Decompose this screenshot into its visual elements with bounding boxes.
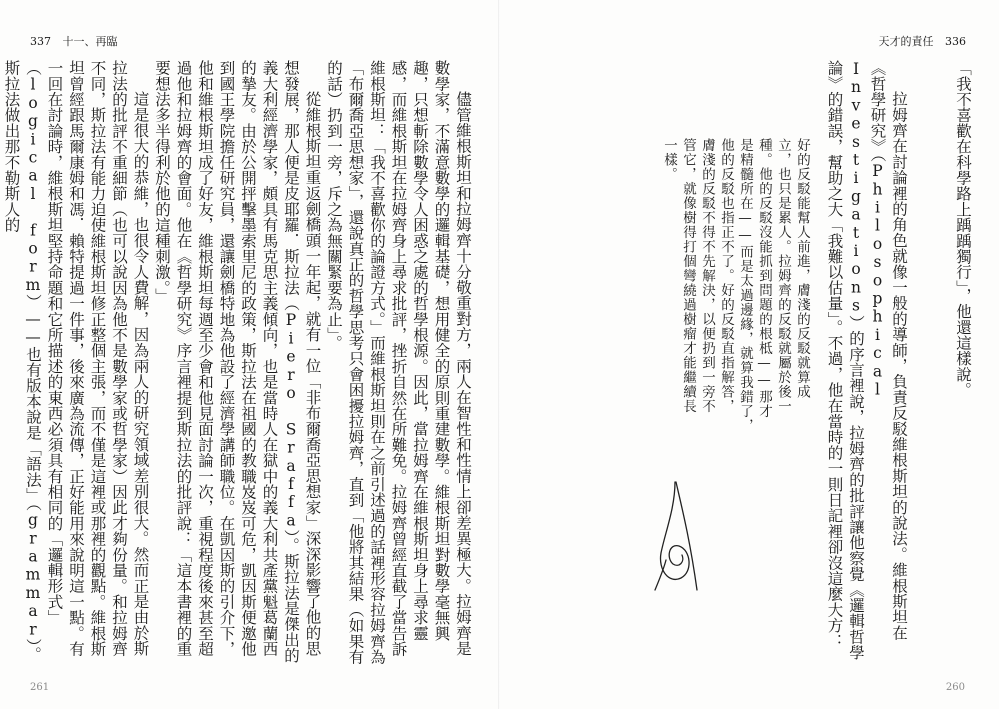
quote-line: 一樣。 — [661, 138, 677, 182]
left-body-text — [2, 60, 473, 665]
left-running-header — [30, 33, 118, 49]
left-folio: 261 — [30, 682, 50, 693]
left-page — [0, 0, 499, 709]
quote-line: 好的反駁能幫人前進，膚淺的反駁就算成 — [794, 138, 810, 399]
right-running-header — [879, 33, 967, 49]
opening-line — [909, 60, 973, 665]
right-folio: 260 — [945, 682, 965, 693]
right-page — [500, 0, 999, 709]
paragraph: 儘管維根斯坦和拉姆齊十分敬重對方，兩人在智性和性情上卻差異極大。拉姆齊是數學家，不滿意數學的邏輯基礎，想用健全的原則重建數學。維根斯坦對數學毫無興趣，只想斬除數學令人困惑之處的哲學根源。因此，當拉姆齊在維根斯坦身上尋求靈感，而維根斯坦在拉姆齊身上尋求批評，挫折自然在所難免。拉姆齊曾經直截了當告訴維根斯坦：「我不喜歡你的論證方式。」而維根斯坦則在之前引述過的話裡形容拉姆齊為「布爾喬亞思想家」，還說真正的哲學思考只會困擾拉姆齊，直到「他將其結果（如果有的話）扔到一旁，斥之為無關緊要為止」。 — [325, 60, 472, 665]
left-page-number: 337 — [30, 35, 51, 48]
tree-knot-sketch — [635, 478, 715, 593]
quote-line: 種。他的反駁沒能抓到問題的根柢——那才 — [756, 138, 772, 419]
quote-line: 他的反駁也指正不了。好的反駁直指解答， — [718, 138, 734, 414]
right-page-number: 336 — [945, 35, 966, 48]
paragraph: 這是很大的恭維，也很令人費解，因為兩人的研究領域差別很大。然而正是由於斯拉法的批評不重細節（也可以說因為他不是數學家或哲學家）因此才夠份量。和拉姆齊不同，斯拉法有能力迫使維根斯坦修正整個主張，而不僅是這裡或那裡的觀點。維根斯坦曾經跟馬爾康姆和馮．賴特提過一件事，後來廣為流傳，正好能用來說明這一點。有一回在討論時，維根斯坦堅持命題和它所描述的東西必須具有相同的「邏輯形式」（logical form）——也有版本說是「語法」（grammar）。斯拉法做出那不勒斯人的 — [2, 60, 150, 663]
right-book-title: 天才的責任 — [878, 35, 934, 48]
block-quote — [646, 138, 811, 488]
paragraph: 「我不喜歡在科學路上踽踽獨行」，他還這樣說。 — [954, 60, 972, 398]
quote-line: 管它，就像樹得打個彎繞過樹瘤才能繼續長 — [680, 138, 696, 414]
quote-line: 是精髓所在——而是太過邊緣，就算我錯了， — [737, 138, 753, 433]
right-body-text — [825, 60, 909, 665]
quote-line: 膚淺的反駁不得不先解決，以便扔到一旁不 — [699, 138, 715, 414]
quote-line: 立，也只是累人。拉姆齊的反駁就屬於後一 — [775, 138, 791, 414]
left-section-title: 十一、再臨 — [62, 35, 118, 48]
paragraph: 拉姆齊在討論裡的角色就像一般的導師，負責反駁維根斯坦的說法。維根斯坦在《哲學研究》（Philosophical Investigations）的序言裡說，拉姆齊的批評讓他察覺《邏輯哲學論》的錯誤，幫助之大「我難以估量」。不過，他在當時的一則日記裡卻沒這麼大方： — [825, 60, 908, 661]
paragraph: 從維根斯坦重返劍橋頭一年起，就有一位「非布爾喬亞思想家」深深影響了他的思想發展，那人便是皮耶羅．斯拉法（Piero Sraffa）。斯拉法是傑出的義大利經濟學家，頗具有馬克思主義傾向，也是當時人在獄中的義大利共產黨魁葛蘭西的摯友。由於公開抨擊墨索里尼的政策，斯拉法在祖國的教職岌岌可危，凱因斯便邀他到國王學院擔任研究員，還讓劍橋特地為他設了經濟學講師職位。在凱因斯的引介下，他和維根斯坦成了好友，維根斯坦每週至少會和他見面討論一次，重視程度後來甚至超過他和拉姆齊的會面。他在《哲學研究》序言裡提到斯拉法的批評說：「這本書裡的重要想法多半得利於他的這種刺激。」 — [153, 60, 322, 664]
